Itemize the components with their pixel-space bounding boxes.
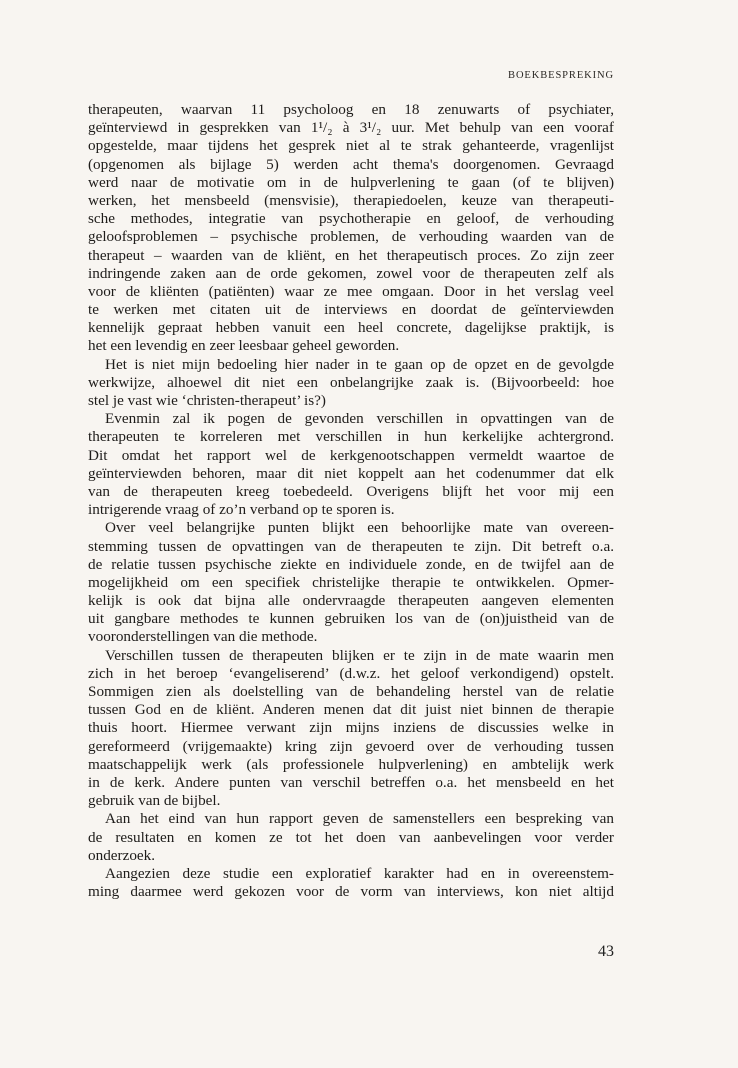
text-line: ming daarmee werd gekozen voor de vorm van interviews, kon niet altijd [88, 883, 614, 901]
paragraph [88, 647, 614, 811]
text-line: (opgenomen als bijlage 5) werden acht thema's doorgenomen. Gevraagd [88, 155, 614, 173]
text-line: gereformeerd (vrijgemaakte) kring zijn gevoerd over de verhouding tussen [88, 737, 614, 755]
text-line: Over veel belangrijke punten blijkt een behoorlijke mate van overeen- [105, 519, 614, 537]
paragraph [88, 101, 614, 356]
text-line: indringende zaken aan de orde gekomen, zowel voor de therapeuten zelf als [88, 264, 614, 282]
text-line: therapeut – waarden van de kliënt, en het therapeutisch proces. Zo zijn zeer [88, 246, 614, 264]
text-line: onderzoek. [88, 846, 156, 864]
text-line: in de kerk. Andere punten van verschil betreffen o.a. het mensbeeld en het [88, 773, 614, 791]
article-body [88, 101, 614, 901]
text-line: sche methodes, integratie van psychotherapie en geloof, de verhouding [88, 210, 614, 228]
text-line: Aan het eind van hun rapport geven de samenstellers een bespreking van [105, 810, 614, 828]
paragraph [88, 519, 614, 646]
text-line: de relatie tussen psychische ziekte en individuele zonde, en de twijfel aan de [88, 555, 614, 573]
text-line: kelijk is ook dat bijna alle ondervraagde therapeuten aangeven elementen [88, 592, 614, 610]
text-line: van de therapeuten kreeg toebedeeld. Overigens blijft het voor mij een [88, 482, 614, 500]
text-line: geïnterviewden behoren, maar dit niet koppelt aan het codenummer dat elk [88, 464, 614, 482]
text-line: de resultaten en komen ze tot het doen van aanbevelingen voor verder [88, 828, 614, 846]
paragraph [88, 865, 614, 901]
text-line: werd naar de motivatie om in de hulpverlening te gaan (of te blijven) [88, 173, 614, 191]
paragraph [88, 810, 614, 865]
text-line: het een levendig en zeer leesbaar geheel geworden. [88, 337, 400, 355]
text-line: thuis hoort. Hiermee verwant zijn mijns inziens de discussies welke in [88, 719, 614, 737]
text-line: voor de kliënten (patiënten) waar ze mee omgaan. Door in het verslag veel [88, 282, 614, 300]
text-line: kennelijk gepraat hebben vanuit een heel concrete, dagelijkse praktijk, is [88, 319, 614, 337]
text-line: Verschillen tussen de therapeuten blijken er te zijn in de mate waarin men [105, 646, 614, 664]
text-line: gebruik van de bijbel. [88, 792, 221, 810]
text-line: tussen God en de kliënt. Anderen menen dat dit juist niet binnen de therapie [88, 701, 614, 719]
text-line: te werken met citaten uit de interviews en doordat de geïnterviewden [88, 301, 614, 319]
text-line: therapeuten te korreleren met verschillen in hun kerkelijke achtergrond. [88, 428, 614, 446]
text-line: opgestelde, maar tijdens het gesprek niet al te strak gehanteerde, vragenlijst [88, 137, 614, 155]
paragraph [88, 356, 614, 411]
text-line: Het is niet mijn bedoeling hier nader in te gaan op de opzet en de gevolgde [105, 355, 614, 373]
text-line: Sommigen zien als doelstelling van de behandeling herstel van de relatie [88, 683, 614, 700]
paragraph [88, 410, 614, 519]
text-line: werkwijze, alhoewel dit niet een onbelangrijke zaak is. (Bijvoorbeeld: hoe [88, 373, 614, 391]
text-line: geïnterviewd in gesprekken van 1¹/₂ à 3¹/₂ uur. Met behulp van een vooraf [88, 119, 614, 137]
text-line: Evenmin zal ik pogen de gevonden verschillen in opvattingen van de [105, 410, 614, 428]
text-line: zich in het beroep ‘evangeliserend’ (d.w.z. het geloof verkondigend) opstelt. [88, 664, 614, 682]
running-header: BOEKBESPREKING [508, 70, 614, 81]
text-line: vooronderstellingen van die methode. [88, 628, 318, 646]
text-line: Aangezien deze studie een exploratief karakter had en in overeenstem- [105, 864, 614, 882]
text-line: werken, het mensbeeld (mensvisie), therapiedoelen, keuze van therapeuti- [88, 191, 614, 209]
text-line: stemming tussen de opvattingen van de therapeuten te zijn. Dit betreft o.a. [88, 537, 614, 555]
text-line: maatschappelijk werk (als professionele hulpverlening) en ambtelijk werk [88, 755, 614, 773]
text-line: stel je vast wie ‘christen-therapeut’ is?) [88, 392, 326, 409]
text-line: uit gangbare methodes te kunnen gebruiken los van de (on)juistheid van de [88, 610, 614, 628]
text-line: Dit omdat het rapport wel de kerkgenootschappen vermeldt waartoe de [88, 446, 614, 464]
text-line: therapeuten, waarvan 11 psycholoog en 18 zenuwarts of psychiater, [88, 101, 614, 118]
page-number: 43 [598, 943, 614, 960]
text-line: intrigerende vraag of zo’n verband op te sporen is. [88, 501, 395, 519]
text-line: geloofsproblemen – psychische problemen, de verhouding waarden van de [88, 228, 614, 246]
text-line: mogelijkheid om een specifiek christelijke therapie te ontwikkelen. Opmer- [88, 573, 614, 591]
